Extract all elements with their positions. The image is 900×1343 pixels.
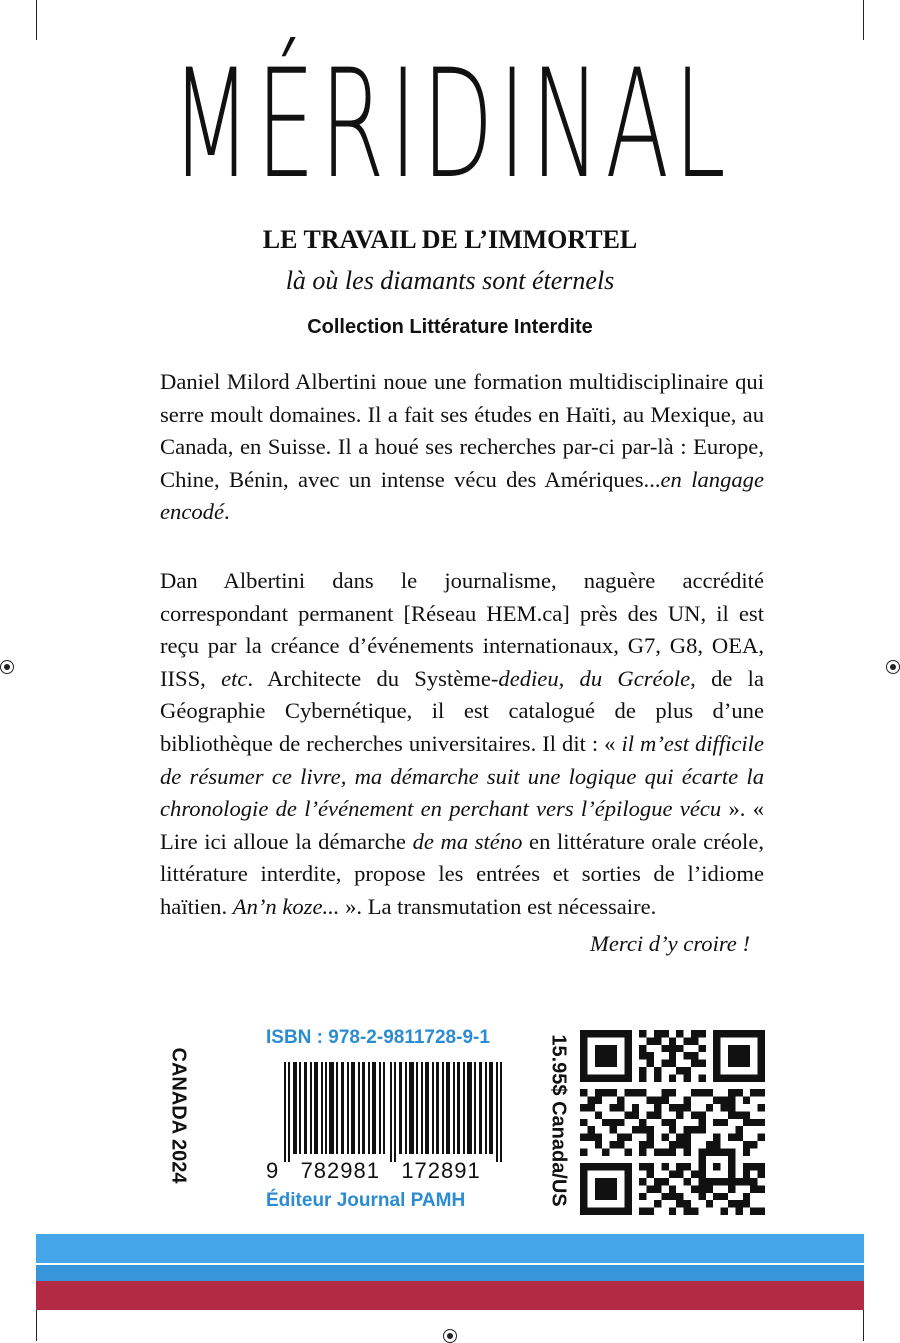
isbn-label: ISBN : 978-2-9811728-9-1 — [266, 1027, 490, 1048]
registration-mark-left — [0, 660, 14, 674]
qr-code — [580, 1030, 765, 1215]
collection-name: Collection Littérature Interdite — [307, 316, 593, 338]
author-bio-paragraph-2: Dan Albertini dans le journalisme, naguère accrédité correspondant permanent [Réseau HEM.ca] près des UN, il est reçu par la créance d’événements internationaux, G7, G8, OEA, IISS, etc. Architecte du Système-dedieu, du Gcréole, de la Géographie Cybernétique, il est catalogué de plus d’une bibliothèque de recherches universitaires. Il dit : « il m’est difficile de résumer ce livre, ma démarche suit une logique qui écarte la chronologie de l’événement en perchant vers l’épilogue vécu ». « Lire ici alloue la démarche de ma sténo en littérature orale créole, littérature interdite, propose les entrées et sorties de l’idiome haïtien. An’n koze... ». La transmutation est nécessaire. — [160, 568, 764, 919]
color-band-blue-dark — [36, 1265, 864, 1281]
publisher-name: Éditeur Journal PAMH — [266, 1190, 466, 1211]
signoff: Merci d’y croire ! — [590, 931, 750, 956]
color-band-blue — [36, 1234, 864, 1264]
author-bio-paragraph-1: Daniel Milord Albertini noue une formation multidisciplinaire qui serre moult domaines. Il a fait ses études en Haïti, au Mexique, au Canada, en Suisse. Il a houé ses recherches par-ci par-là : Europe, Chine, Bénin, avec un intense vécu des Amériques...en langage encodé. — [160, 369, 764, 525]
country-year: CANADA 2024 — [167, 1047, 190, 1183]
book-title: MÉRIDINAL — [171, 38, 731, 212]
registration-mark-right — [886, 660, 900, 674]
barcode-digits: 9 782981 172891 — [266, 1158, 481, 1183]
crop-mark-top-right — [863, 0, 864, 40]
crop-mark-top-left — [36, 0, 37, 40]
barcode — [266, 1062, 528, 1162]
color-band-red — [36, 1281, 864, 1310]
book-subtitle: LE TRAVAIL DE L’IMMORTEL — [262, 225, 638, 254]
price-label: 15.95$ Canada/US — [547, 1033, 570, 1207]
book-tagline: là où les diamants sont éternels — [285, 266, 615, 295]
